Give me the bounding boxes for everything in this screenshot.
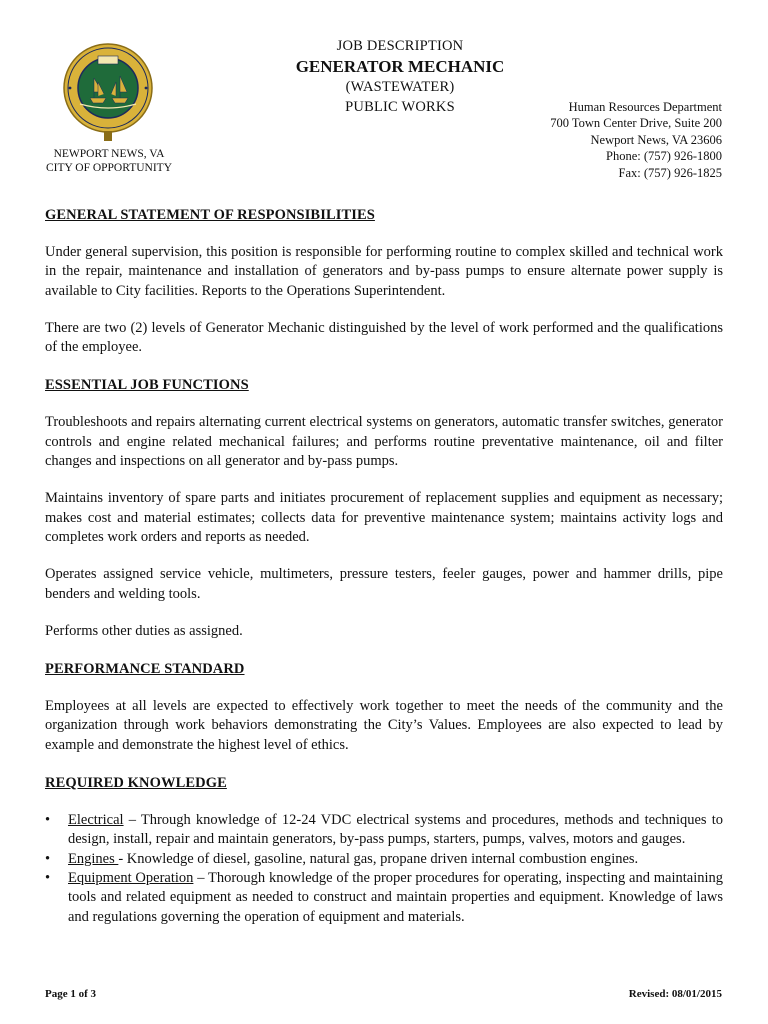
general-paragraph-2: There are two (2) levels of Generator Mechanic distinguished by the level of work performed and the qualifications of the employee. bbox=[45, 319, 723, 356]
city-name bbox=[40, 147, 178, 175]
division: (WASTEWATER) bbox=[345, 79, 455, 95]
contact-address-2: Newport News, VA 23606 bbox=[590, 132, 722, 147]
revised-date: Revised: 08/01/2015 bbox=[628, 988, 722, 1000]
document-body bbox=[45, 205, 723, 927]
contact-dept: Human Resources Department bbox=[568, 100, 722, 114]
knowledge-list bbox=[45, 811, 723, 927]
contact-fax: Fax: (757) 926-1825 bbox=[618, 165, 722, 180]
essential-paragraph-4: Performs other duties as assigned. bbox=[45, 622, 243, 639]
contact-block bbox=[550, 99, 722, 181]
contact-address-1: 700 Town Center Drive, Suite 200 bbox=[550, 116, 722, 131]
heading-required-knowledge: REQUIRED KNOWLEDGE bbox=[45, 775, 227, 792]
essential-paragraph-1: Troubleshoots and repairs alternating current electrical systems on generators, automatic transfer switches, generator controls and engine related mechanical failures; and performs routine preventative maintenance, oil and filter changes and inspections on all generator and by-pass pumps. bbox=[45, 414, 723, 470]
knowledge-text: – Through knowledge of 12-24 VDC electrical systems and procedures, methods and techniques to design, install, repair and maintain generators, by-pass pumps, starters, pumps, valves, motors and gauges. bbox=[68, 812, 723, 848]
heading-performance-standard: PERFORMANCE STANDARD bbox=[45, 661, 245, 678]
department: PUBLIC WORKS bbox=[345, 99, 455, 115]
bullet-icon: • bbox=[45, 850, 51, 867]
document-type: JOB DESCRIPTION bbox=[336, 38, 464, 54]
knowledge-term: Electrical bbox=[68, 812, 124, 829]
bullet-icon: • bbox=[45, 812, 51, 829]
general-paragraph-1: Under general supervision, this position is responsible for performing routine to complex skilled and technical work in the repair, maintenance and installation of generators and by-pass pumps to ensure alternate power supply is available to City facilities. Reports to the Operations Superintendent. bbox=[45, 244, 723, 299]
knowledge-item-engines bbox=[45, 850, 723, 869]
page-number: Page 1 of 3 bbox=[45, 988, 97, 1000]
contact-phone: Phone: (757) 926-1800 bbox=[606, 149, 722, 164]
city-line-1: NEWPORT NEWS, VA bbox=[53, 148, 165, 160]
knowledge-item-electrical bbox=[45, 811, 723, 850]
essential-paragraph-3: Operates assigned service vehicle, multimeters, pressure testers, feeler gauges, power and hammer drills, pipe benders and welding tools. bbox=[45, 566, 723, 602]
bullet-icon: • bbox=[45, 869, 51, 886]
knowledge-term: Equipment Operation bbox=[68, 869, 194, 886]
heading-general-statement: GENERAL STATEMENT OF RESPONSIBILITIES bbox=[45, 207, 375, 223]
city-motto: CITY OF OPPORTUNITY bbox=[45, 162, 173, 174]
knowledge-text: – Thorough knowledge of the proper procedures for operating, inspecting and maintaining tools and related equipment as needed to construct and maintain properties and equipment. Knowledge of laws and regulations governing the operation of equipment and materials. bbox=[68, 869, 723, 925]
job-title: GENERATOR MECHANIC bbox=[295, 57, 505, 76]
title-block bbox=[250, 36, 550, 118]
knowledge-term: Engines bbox=[68, 850, 119, 867]
heading-essential-functions: ESSENTIAL JOB FUNCTIONS bbox=[45, 377, 249, 394]
knowledge-item-equipment-operation bbox=[45, 869, 723, 927]
essential-paragraph-2: Maintains inventory of spare parts and initiates procurement of replacement supplies and equipment as necessary; makes cost and material estimates; collects data for preventive maintenance system; maintains activity logs and completes work orders and reports as needed. bbox=[45, 490, 723, 545]
performance-paragraph: Employees at all levels are expected to effectively work together to meet the needs of the community and the organization through work behaviors demonstrating the City’s Values. Employees are also expected to lead by example and demonstrate the highest level of ethics. bbox=[45, 698, 723, 753]
knowledge-text: - Knowledge of diesel, gasoline, natural gas, propane driven internal combustion engines. bbox=[118, 850, 639, 867]
city-seal-logo bbox=[62, 40, 154, 142]
